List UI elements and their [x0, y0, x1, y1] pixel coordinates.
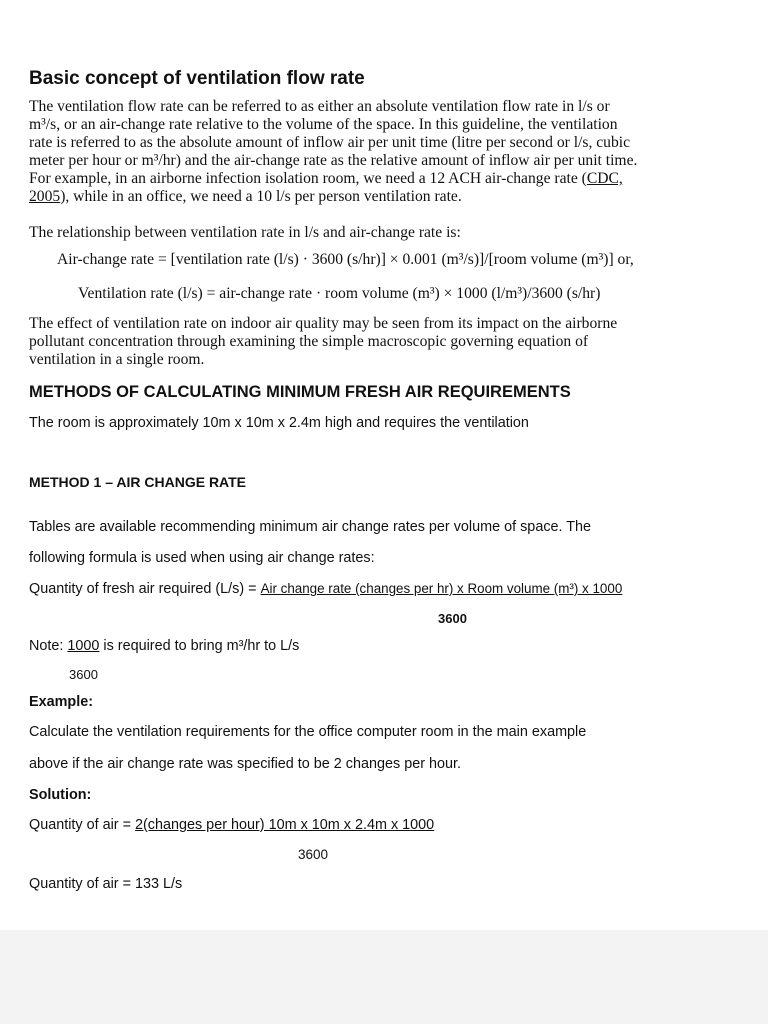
result-line: Quantity of air = 133 L/s [29, 876, 183, 892]
quantity-numerator: Air change rate (changes per hr) x Room volume (m³) x 1000 [260, 581, 623, 596]
formula-air-change: Air-change rate = [ventilation rate (l/s) · 3600 (s/hr)] × 0.001 (m³/s)]/[room volume (m³)] or, [57, 251, 634, 268]
note-denominator: 3600 [69, 667, 98, 682]
solution-denominator: 3600 [298, 847, 329, 862]
effect-line: pollutant concentration through examining the simple macroscopic governing equation of [29, 333, 589, 350]
note-value: 1000 [67, 638, 100, 654]
quantity-label: Quantity of fresh air required (L/s) = [29, 581, 261, 597]
relationship-text: The relationship between ventilation rate in l/s and air-change rate is: [29, 224, 461, 241]
tables-line: Tables are available recommending minimum air change rates per volume of space. The [29, 519, 592, 535]
solution-label: Solution: [29, 787, 92, 803]
citation-link[interactable]: CDC, [586, 170, 623, 187]
note-line [29, 638, 299, 654]
effect-line: ventilation in a single room. [29, 351, 205, 368]
intro-line [29, 188, 741, 206]
page-bottom-margin [0, 930, 768, 1024]
solution-label-text: Quantity of air = [29, 817, 135, 833]
note-label: Note: [29, 638, 68, 654]
intro-line: m³/s, or an air-change rate relative to the volume of the space. In this guideline, the ventilation [29, 116, 618, 133]
intro-tail: ), while in an office, we need a 10 l/s per person ventilation rate. [60, 188, 462, 205]
intro-line: rate is referred to as the absolute amount of inflow air per unit time (litre per second or l/s, cubic [29, 134, 631, 151]
methods-heading: METHODS OF CALCULATING MINIMUM FRESH AIR REQUIREMENTS [29, 383, 571, 401]
solution-formula [29, 817, 434, 833]
example-line: Calculate the ventilation requirements for the office computer room in the main example [29, 724, 587, 740]
intro-paragraph [29, 98, 741, 206]
example-line: above if the air change rate was specified to be 2 changes per hour. [29, 756, 461, 772]
room-description: The room is approximately 10m x 10m x 2.4m high and requires the ventilation [29, 415, 529, 431]
method1-heading: METHOD 1 – AIR CHANGE RATE [29, 474, 247, 490]
citation-year-link[interactable]: 2005 [29, 188, 61, 205]
intro-line [29, 170, 741, 188]
formula-ventilation: Ventilation rate (l/s) = air-change rate · room volume (m³) × 1000 (l/m³)/3600 (s/hr) [78, 285, 601, 302]
section-heading: Basic concept of ventilation flow rate [29, 68, 365, 89]
intro-line: The ventilation flow rate can be referred to as either an absolute ventilation flow rate in l/s or [29, 98, 610, 115]
tables-line: following formula is used when using air change rates: [29, 550, 375, 566]
quantity-denominator: 3600 [438, 611, 467, 626]
note-text: is required to bring m³/hr to L/s [99, 638, 300, 654]
intro-line: meter per hour or m³/hr) and the air-change rate as the relative amount of inflow air per unit time. [29, 152, 638, 169]
effect-paragraph [29, 315, 617, 369]
effect-line: The effect of ventilation rate on indoor air quality may be seen from its impact on the airborne [29, 315, 618, 332]
solution-numerator: 2(changes per hour) 10m x 10m x 2.4m x 1000 [134, 817, 435, 833]
quantity-formula [29, 581, 622, 597]
example-label: Example: [29, 694, 93, 710]
intro-text: For example, in an airborne infection isolation room, we need a 12 ACH air-change rate ( [29, 170, 587, 187]
